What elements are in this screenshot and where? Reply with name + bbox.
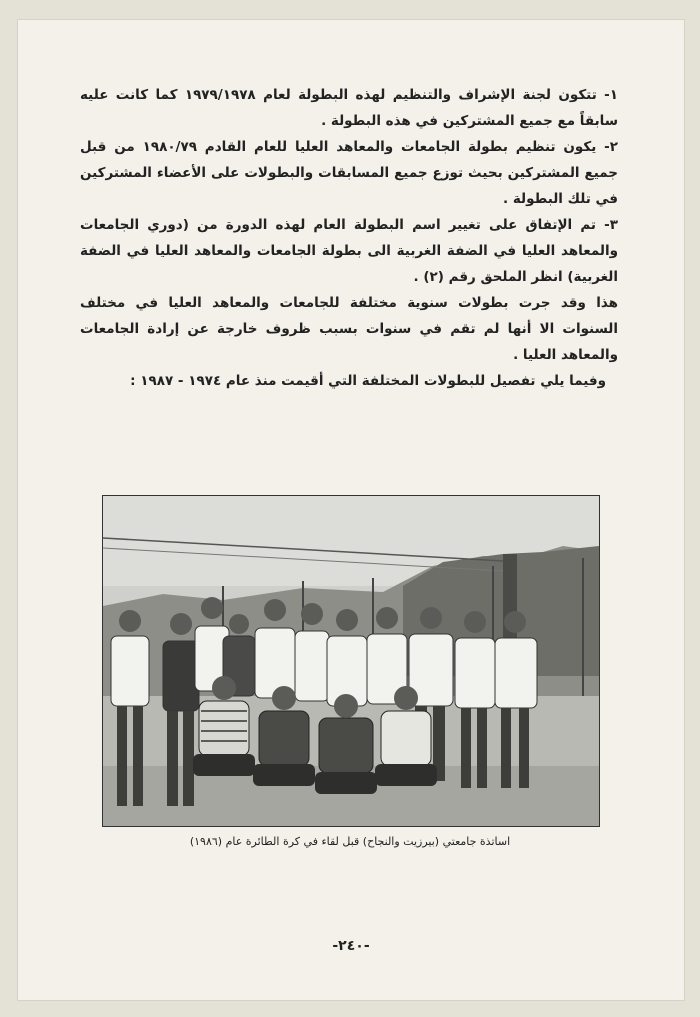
paragraph-2	[80, 134, 620, 212]
item-number: ٢-	[604, 139, 619, 155]
paragraph-4	[80, 290, 620, 368]
paragraph-text: يكون تنظيم بطولة الجامعات والمعاهد العليا للعام القادم ١٩٨٠/٧٩ من قبل جميع المشتركين بحيث توزع جميع المسابقات والبطولات على الأعضاء المشتركين في تلك البطولة .	[80, 139, 618, 207]
paragraph-5	[80, 368, 620, 394]
paragraph-1	[80, 82, 620, 134]
item-number: ١-	[604, 87, 619, 103]
paragraph-text: تتكون لجنة الإشراف والتنظيم لهذه البطولة لعام ١٩٧٩/١٩٧٨ كما كانت عليه سابقاً مع جميع المشتركين في هذه البطولة .	[80, 87, 618, 129]
body-text	[80, 82, 620, 394]
paragraph-text: وفيما يلي تفصيل للبطولات المختلفة التي أقيمت منذ عام ١٩٧٤ - ١٩٨٧ :	[130, 373, 606, 389]
paragraph-text: هذا وقد جرت بطولات سنوية مختلفة للجامعات والمعاهد العليا في مختلف السنوات الا أنها لم تقم في سنوات بسبب ظروف خارجة عن إرادة الجامعات والمعاهد العليا .	[80, 295, 618, 363]
photo-caption: اساتذة جامعتي (بيرزيت والنجاح) قبل لقاء في كرة الطائرة عام (١٩٨٦)	[189, 835, 511, 848]
team-photo	[102, 495, 600, 827]
item-number: ٣-	[604, 217, 619, 233]
team-photo-image	[103, 496, 599, 826]
paragraph-3	[80, 212, 620, 290]
page-number: -٢٤٠-	[332, 938, 370, 954]
paragraph-text: تم الإتفاق على تغيير اسم البطولة العام لهذه الدورة من (دوري الجامعات والمعاهد العليا في الضفة الغربية الى بطولة الجامعات والمعاهد العليا في الضفة الغربية) انظر الملحق رقم (٢) .	[80, 217, 618, 285]
document-page	[18, 20, 684, 1000]
